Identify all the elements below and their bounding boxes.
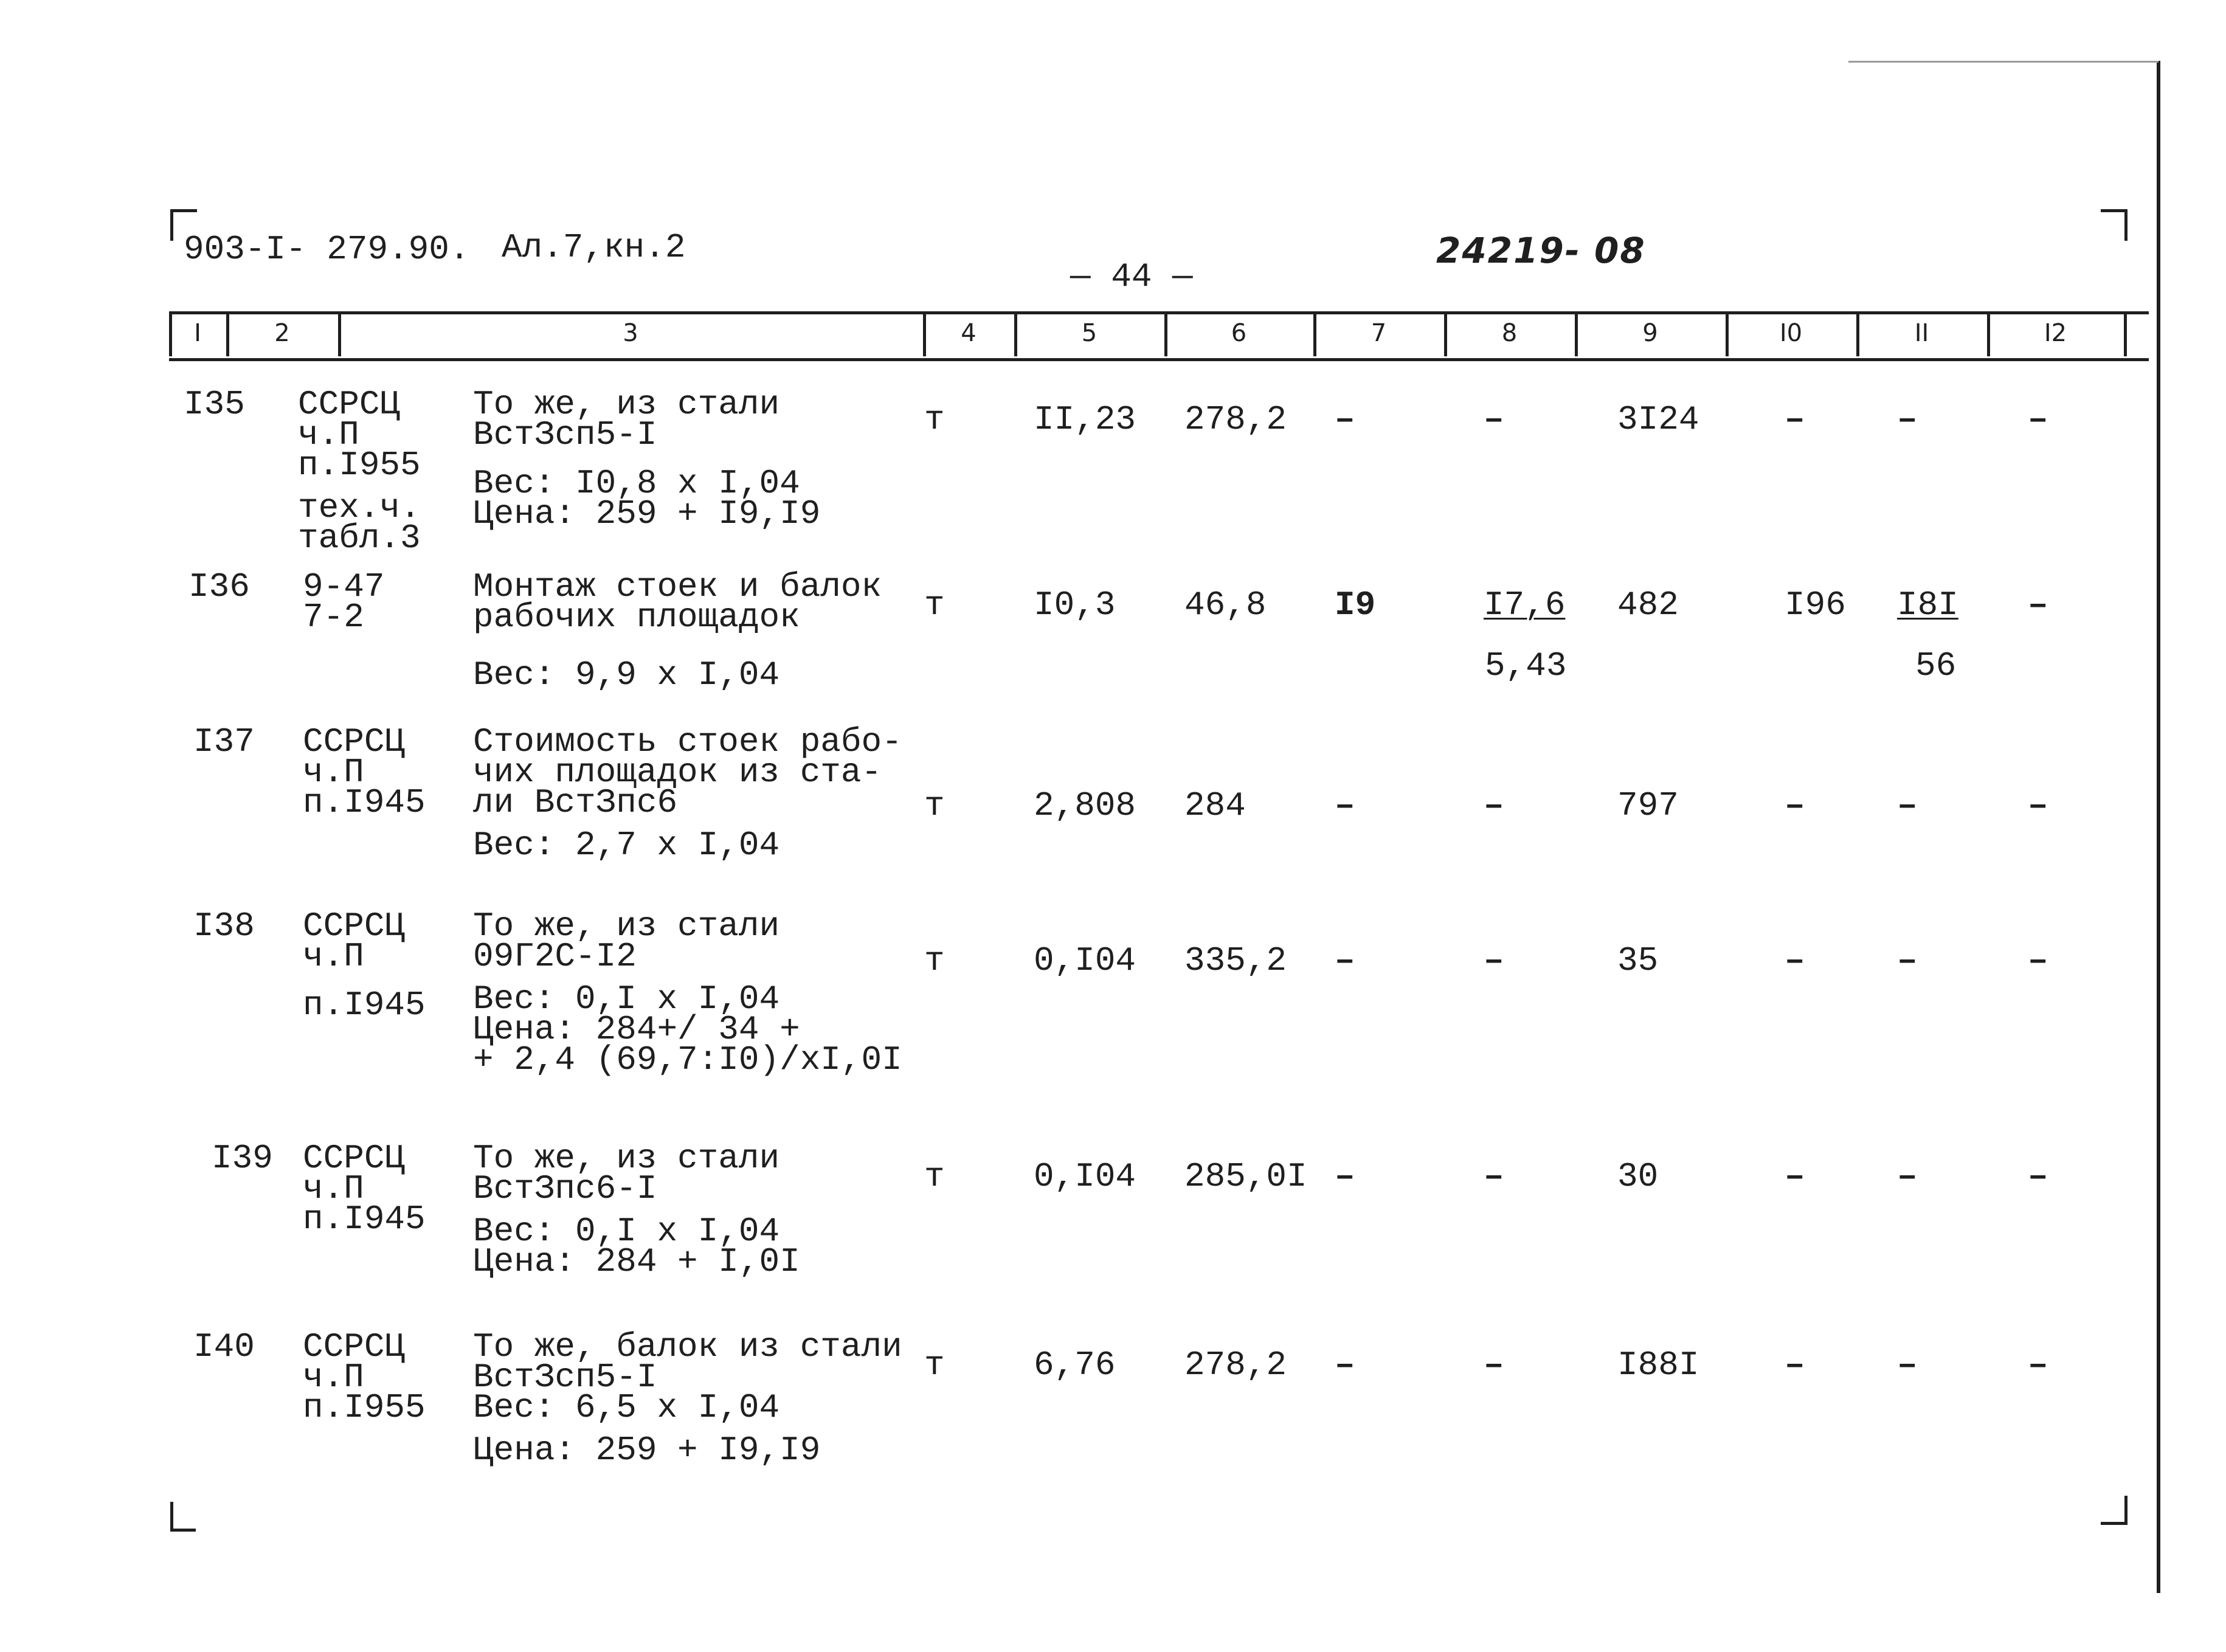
- unit-price-cell: 278,2: [1184, 400, 1287, 439]
- reference-line: ч.П: [303, 1169, 364, 1208]
- col11-cell: –: [1897, 941, 1918, 980]
- quantity-cell: 0,I04: [1034, 941, 1136, 980]
- quantity-cell: 2,808: [1034, 786, 1136, 825]
- col10-cell: –: [1785, 400, 1805, 439]
- description-line: ли ВстЗпс6: [473, 783, 678, 822]
- reference-line: ССРСЦ: [303, 722, 406, 761]
- description-line: рабочих площадок: [473, 598, 800, 637]
- reference-line: ССРСЦ: [298, 385, 401, 424]
- sheet-ref: Ал.7,кн.2: [502, 228, 686, 267]
- total-cell: I88I: [1617, 1346, 1699, 1384]
- unit-price-cell: 46,8: [1184, 586, 1267, 624]
- description-detail-line: Цена: 284+/ 34 +: [473, 1010, 800, 1049]
- description-line: Вес: 6,5 x I,04: [473, 1388, 780, 1427]
- column-header-3: 3: [623, 319, 638, 347]
- description-detail-line: Цена: 259 + I9,I9: [473, 1431, 821, 1470]
- page-number: — 44 —: [1070, 257, 1193, 296]
- description-detail-line: Вес: 0,I x I,04: [473, 1212, 780, 1251]
- column-header-7: 7: [1371, 319, 1387, 347]
- row-number: I39: [212, 1139, 273, 1178]
- description-line: То же, из стали: [473, 907, 780, 945]
- reference-line: ч.П: [303, 1358, 364, 1397]
- col8-cell: –: [1484, 941, 1504, 980]
- description-line: То же, из стали: [473, 385, 780, 424]
- col7-cell: I9: [1335, 586, 1376, 624]
- col7-cell: –: [1335, 1346, 1355, 1384]
- col8-cell: –: [1484, 786, 1504, 825]
- quantity-cell: 6,76: [1034, 1346, 1116, 1384]
- col11-cell: –: [1897, 786, 1918, 825]
- column-header-12: I2: [2044, 319, 2067, 347]
- col12-cell: –: [2028, 1346, 2048, 1384]
- description-detail-line: Вес: I0,8 x I,04: [473, 464, 800, 503]
- reference-line: ССРСЦ: [303, 1139, 406, 1178]
- column-header-5: 5: [1081, 319, 1097, 347]
- description-line: ВстЗсп5-I: [473, 1358, 657, 1397]
- reference-line: 7-2: [303, 598, 364, 637]
- reference-line: 9-47: [303, 567, 385, 606]
- column-header-4: 4: [961, 319, 976, 347]
- reference-line: п.I955: [298, 446, 421, 485]
- description-detail-line: Вес: 9,9 x I,04: [473, 655, 780, 694]
- unit-cell: т: [924, 1157, 945, 1196]
- col12-cell: –: [2028, 786, 2048, 825]
- col11-sub-cell: 56: [1915, 646, 1957, 685]
- total-cell: 482: [1617, 586, 1679, 624]
- column-header-2: 2: [274, 319, 290, 347]
- col11-cell: –: [1897, 1346, 1918, 1384]
- row-number: I35: [184, 385, 245, 424]
- reference-line: табл.3: [298, 519, 421, 558]
- corner-mark-bottom-right: [2124, 1496, 2127, 1525]
- col8-cell: –: [1484, 1157, 1504, 1196]
- corner-mark-bottom-left-h: [170, 1529, 196, 1532]
- description-line: ВстЗпс6-I: [473, 1169, 657, 1208]
- col10-cell: –: [1785, 1346, 1805, 1384]
- col11-cell: –: [1897, 400, 1918, 439]
- reference-line: ч.П: [298, 415, 359, 454]
- handwritten-number: 24219- 08: [1436, 230, 1646, 271]
- reference-line: ССРСЦ: [303, 1327, 406, 1366]
- col10-cell: –: [1785, 786, 1805, 825]
- reference-line: ч.П: [303, 937, 364, 976]
- col12-cell: –: [2028, 1157, 2048, 1196]
- doc-code: 903-I- 279.90.: [184, 230, 470, 269]
- top-right-edge-line: [1848, 61, 2159, 63]
- unit-price-cell: 284: [1184, 786, 1246, 825]
- quantity-cell: 0,I04: [1034, 1157, 1136, 1196]
- description-detail-line: Вес: 2,7 x I,04: [473, 826, 780, 865]
- column-divider: [2124, 311, 2127, 356]
- unit-cell: т: [924, 941, 945, 980]
- col7-cell: –: [1335, 400, 1355, 439]
- unit-price-cell: 335,2: [1184, 941, 1287, 980]
- row-number: I37: [193, 722, 255, 761]
- row-number: I36: [188, 567, 250, 606]
- reference-line: п.I945: [303, 986, 426, 1025]
- unit-price-cell: 285,0I: [1184, 1157, 1307, 1196]
- total-cell: 30: [1617, 1157, 1659, 1196]
- description-line: То же, из стали: [473, 1139, 780, 1178]
- description-line: Стоимость стоек рабо-: [473, 722, 902, 761]
- reference-line: п.I945: [303, 783, 426, 822]
- col12-cell: –: [2028, 941, 2048, 980]
- col8-sub-cell: 5,43: [1485, 646, 1567, 685]
- column-header-1: I: [194, 319, 201, 347]
- col10-cell: I96: [1785, 586, 1846, 624]
- col10-cell: –: [1785, 941, 1805, 980]
- description-detail-line: Цена: 259 + I9,I9: [473, 494, 821, 533]
- col8-cell: I7,6: [1484, 586, 1566, 624]
- col11-cell: I8I: [1897, 586, 1958, 624]
- quantity-cell: II,23: [1034, 400, 1136, 439]
- description-line: Монтаж стоек и балок: [473, 567, 882, 606]
- corner-mark-top-right-h: [2101, 209, 2127, 212]
- column-header-6: 6: [1231, 319, 1247, 347]
- corner-mark-top-left-h: [170, 209, 197, 212]
- corner-mark-top-left: [170, 209, 173, 241]
- column-header-9: 9: [1642, 319, 1658, 347]
- reference-line: ССРСЦ: [303, 907, 406, 945]
- reference-line: п.I945: [303, 1200, 426, 1239]
- row-number: I38: [193, 907, 255, 945]
- description-line: чих площадок из ста-: [473, 753, 882, 792]
- total-cell: 797: [1617, 786, 1679, 825]
- row-number: I40: [193, 1327, 255, 1366]
- description-line: То же, балок из стали: [473, 1327, 902, 1366]
- col12-cell: –: [2028, 586, 2048, 624]
- total-cell: 3I24: [1617, 400, 1699, 439]
- corner-mark-bottom-right-h: [2101, 1522, 2127, 1525]
- col12-cell: –: [2028, 400, 2048, 439]
- unit-cell: т: [924, 786, 945, 825]
- reference-line: тех.ч.: [298, 488, 421, 527]
- column-header-8: 8: [1501, 319, 1518, 347]
- unit-price-cell: 278,2: [1184, 1346, 1287, 1384]
- reference-line: ч.П: [303, 753, 364, 792]
- unit-cell: т: [924, 586, 945, 624]
- description-line: 09Г2С-I2: [473, 937, 637, 976]
- description-detail-line: Цена: 284 + I,0I: [473, 1242, 800, 1281]
- col7-cell: –: [1335, 786, 1355, 825]
- col8-cell: –: [1484, 1346, 1504, 1384]
- column-header-10: I0: [1779, 319, 1803, 347]
- unit-cell: т: [924, 400, 945, 439]
- col7-cell: –: [1335, 1157, 1355, 1196]
- corner-mark-bottom-left: [170, 1502, 173, 1531]
- col7-cell: –: [1335, 941, 1355, 980]
- column-header-11: II: [1914, 319, 1929, 347]
- col11-cell: –: [1897, 1157, 1918, 1196]
- description-detail-line: Вес: 0,I x I,04: [473, 980, 780, 1018]
- quantity-cell: I0,3: [1034, 586, 1116, 624]
- description-line: ВстЗсп5-I: [473, 415, 657, 454]
- col10-cell: –: [1785, 1157, 1805, 1196]
- corner-mark-top-right: [2124, 209, 2127, 241]
- description-detail-line: + 2,4 (69,7:I0)/xI,0I: [473, 1040, 902, 1079]
- reference-line: п.I955: [303, 1388, 426, 1427]
- right-border-line: [2157, 61, 2160, 1593]
- col8-cell: –: [1484, 400, 1504, 439]
- unit-cell: т: [924, 1346, 945, 1384]
- total-cell: 35: [1617, 941, 1659, 980]
